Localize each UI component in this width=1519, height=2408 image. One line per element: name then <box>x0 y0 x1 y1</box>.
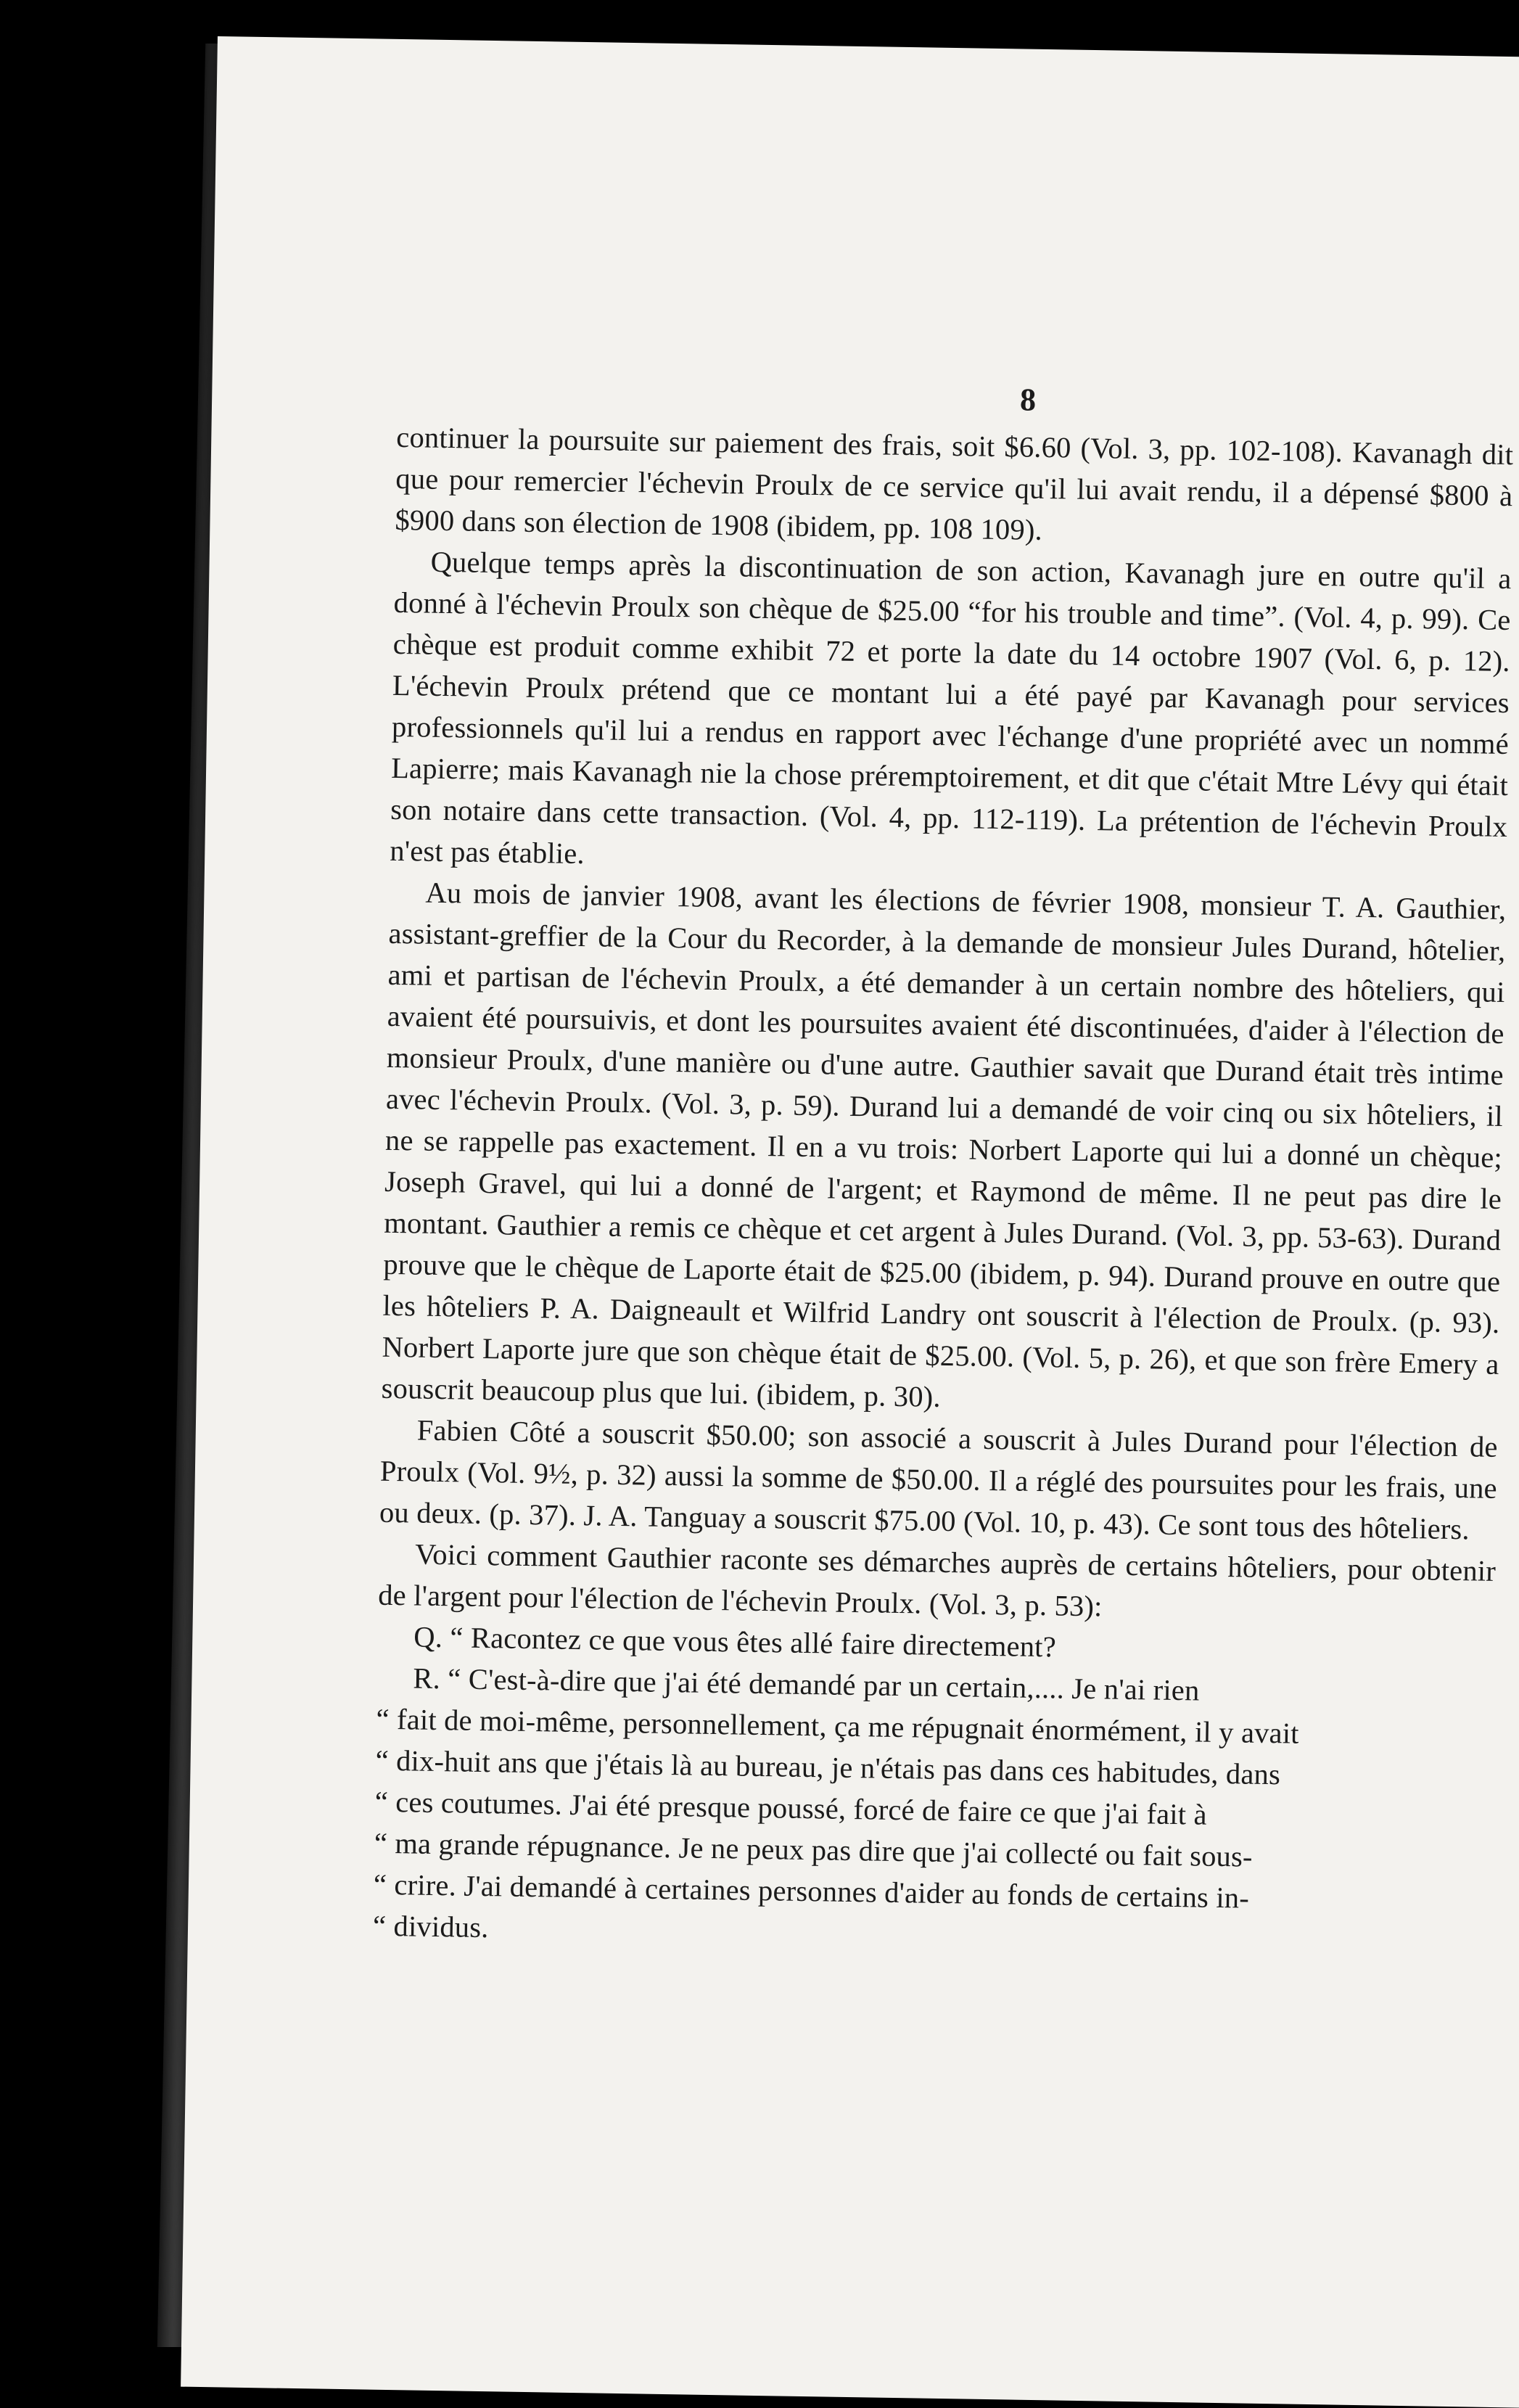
quote-line: “ dix-huit ans que j'étais là au bureau, je n'étais pas dans ces habitudes, dans <box>375 1743 1281 1791</box>
paragraph-5: Voici comment Gauthier raconte ses démarches auprès de certains hôteliers, pour obtenir de l'argent pour l'élection de l'échevin Proulx. (Vol. 3, p. 53): <box>377 1537 1497 1623</box>
quote-line: R. “ C'est-à-dire que j'ai été demandé par un certain,.... Je n'ai rien <box>413 1661 1200 1707</box>
quote-line: “ fait de moi-même, personnellement, ça me répugnait énormément, il y avait <box>376 1702 1300 1750</box>
quote-line: “ crire. J'ai demandé à certaines personnes d'aider au fonds de certains in- <box>373 1867 1250 1915</box>
book-page <box>181 36 1519 2408</box>
paragraph-4: Fabien Côté a souscrit $50.00; son associé a souscrit à Jules Durand pour l'élection de Proulx (Vol. 9½, p. 32) aussi la somme de $50.00. Il a réglé des poursuites pour les frais, une ou deux. (p. 37). J. A. Tanguay a souscrit $75.00 (Vol. 10, p. 43). Ce sont tous des hôteliers. <box>379 1413 1499 1546</box>
page-number: 8 <box>1019 382 1037 418</box>
quote-line: “ dividus. <box>372 1909 489 1944</box>
quote-line: Q. “ Racontez ce que vous êtes allé faire directement? <box>413 1620 1057 1664</box>
quote-line: “ ces coutumes. J'ai été presque poussé, forcé de faire ce que j'ai fait à <box>374 1785 1208 1831</box>
paragraph-2: Quelque temps après la discontinuation de son action, Kavanagh jure en outre qu'il a donné à l'échevin Proulx son chèque de $25.00 “for his trouble and time”. (Vol. 4, p. 99). Ce chèque est produit comme exhibit 72 et porte la date du 14 octobre 1907 (Vol. 6, p. 12). L'échevin Proulx prétend que ce montant lui a été payé par Kavanagh pour services professionnels qu'il lui a rendus en rapport avec l'échange d'une propriété avec un nommé Lapierre; mais Kavanagh nie la chose préremptoirement, et dit que c'était Mtre Lévy qui était son notaire dans cette transaction. (Vol. 4, pp. 112-119). La prétention de l'échevin Proulx n'est pas établie. <box>390 545 1512 871</box>
page-body <box>373 369 1515 1964</box>
paragraph-3: Au mois de janvier 1908, avant les élections de février 1908, monsieur T. A. Gauthier, assistant-greffier de la Cour du Recorder, à la demande de monsieur Jules Durand, hôtelier, ami et partisan de l'échevin Proulx, a été demander à un certain nombre des hôteliers, qui avaient été poursuivis, et dont les poursuites avaient été discontinuées, d'aider à l'élection de monsieur Proulx, d'une manière ou d'une autre. Gauthier savait que Durand était très intime avec l'échevin Proulx. (Vol. 3, p. 59). Durand lui a demandé de voir cinq ou six hôteliers, il ne se rappelle pas exactement. Il en a vu trois: Norbert Laporte qui lui a donné un chèque; Joseph Gravel, qui lui a donné de l'argent; et Raymond de même. Il ne peut pas dire le montant. Gauthier a remis ce chèque et cet argent à Jules Durand. (Vol. 3, pp. 53-63). Durand prouve que le chèque de Laporte était de $25.00 (ibidem, p. 94). Durand prouve en outre que les hôteliers P. A. Daigneault et Wilfrid Landry ont souscrit à l'élection de Proulx. (p. 93). Norbert Laporte jure que son chèque était de $25.00. (Vol. 5, p. 26), et que son frère Emery a souscrit beaucoup plus que lui. (ibidem, p. 30). <box>381 876 1507 1413</box>
quote-line: “ ma grande répugnance. Je ne peux pas dire que j'ai collecté ou fait sous- <box>374 1826 1254 1873</box>
testimony-quote <box>373 1616 1495 1964</box>
paragraph-1: continuer la poursuite sur paiement des frais, soit $6.60 (Vol. 3, pp. 102-108). Kavanagh dit que pour remercier l'échevin Proulx de ce service qu'il lui avait rendu, il a dépensé $800 à $900 dans son élection de 1908 (ibidem, pp. 108 109). <box>395 420 1514 546</box>
